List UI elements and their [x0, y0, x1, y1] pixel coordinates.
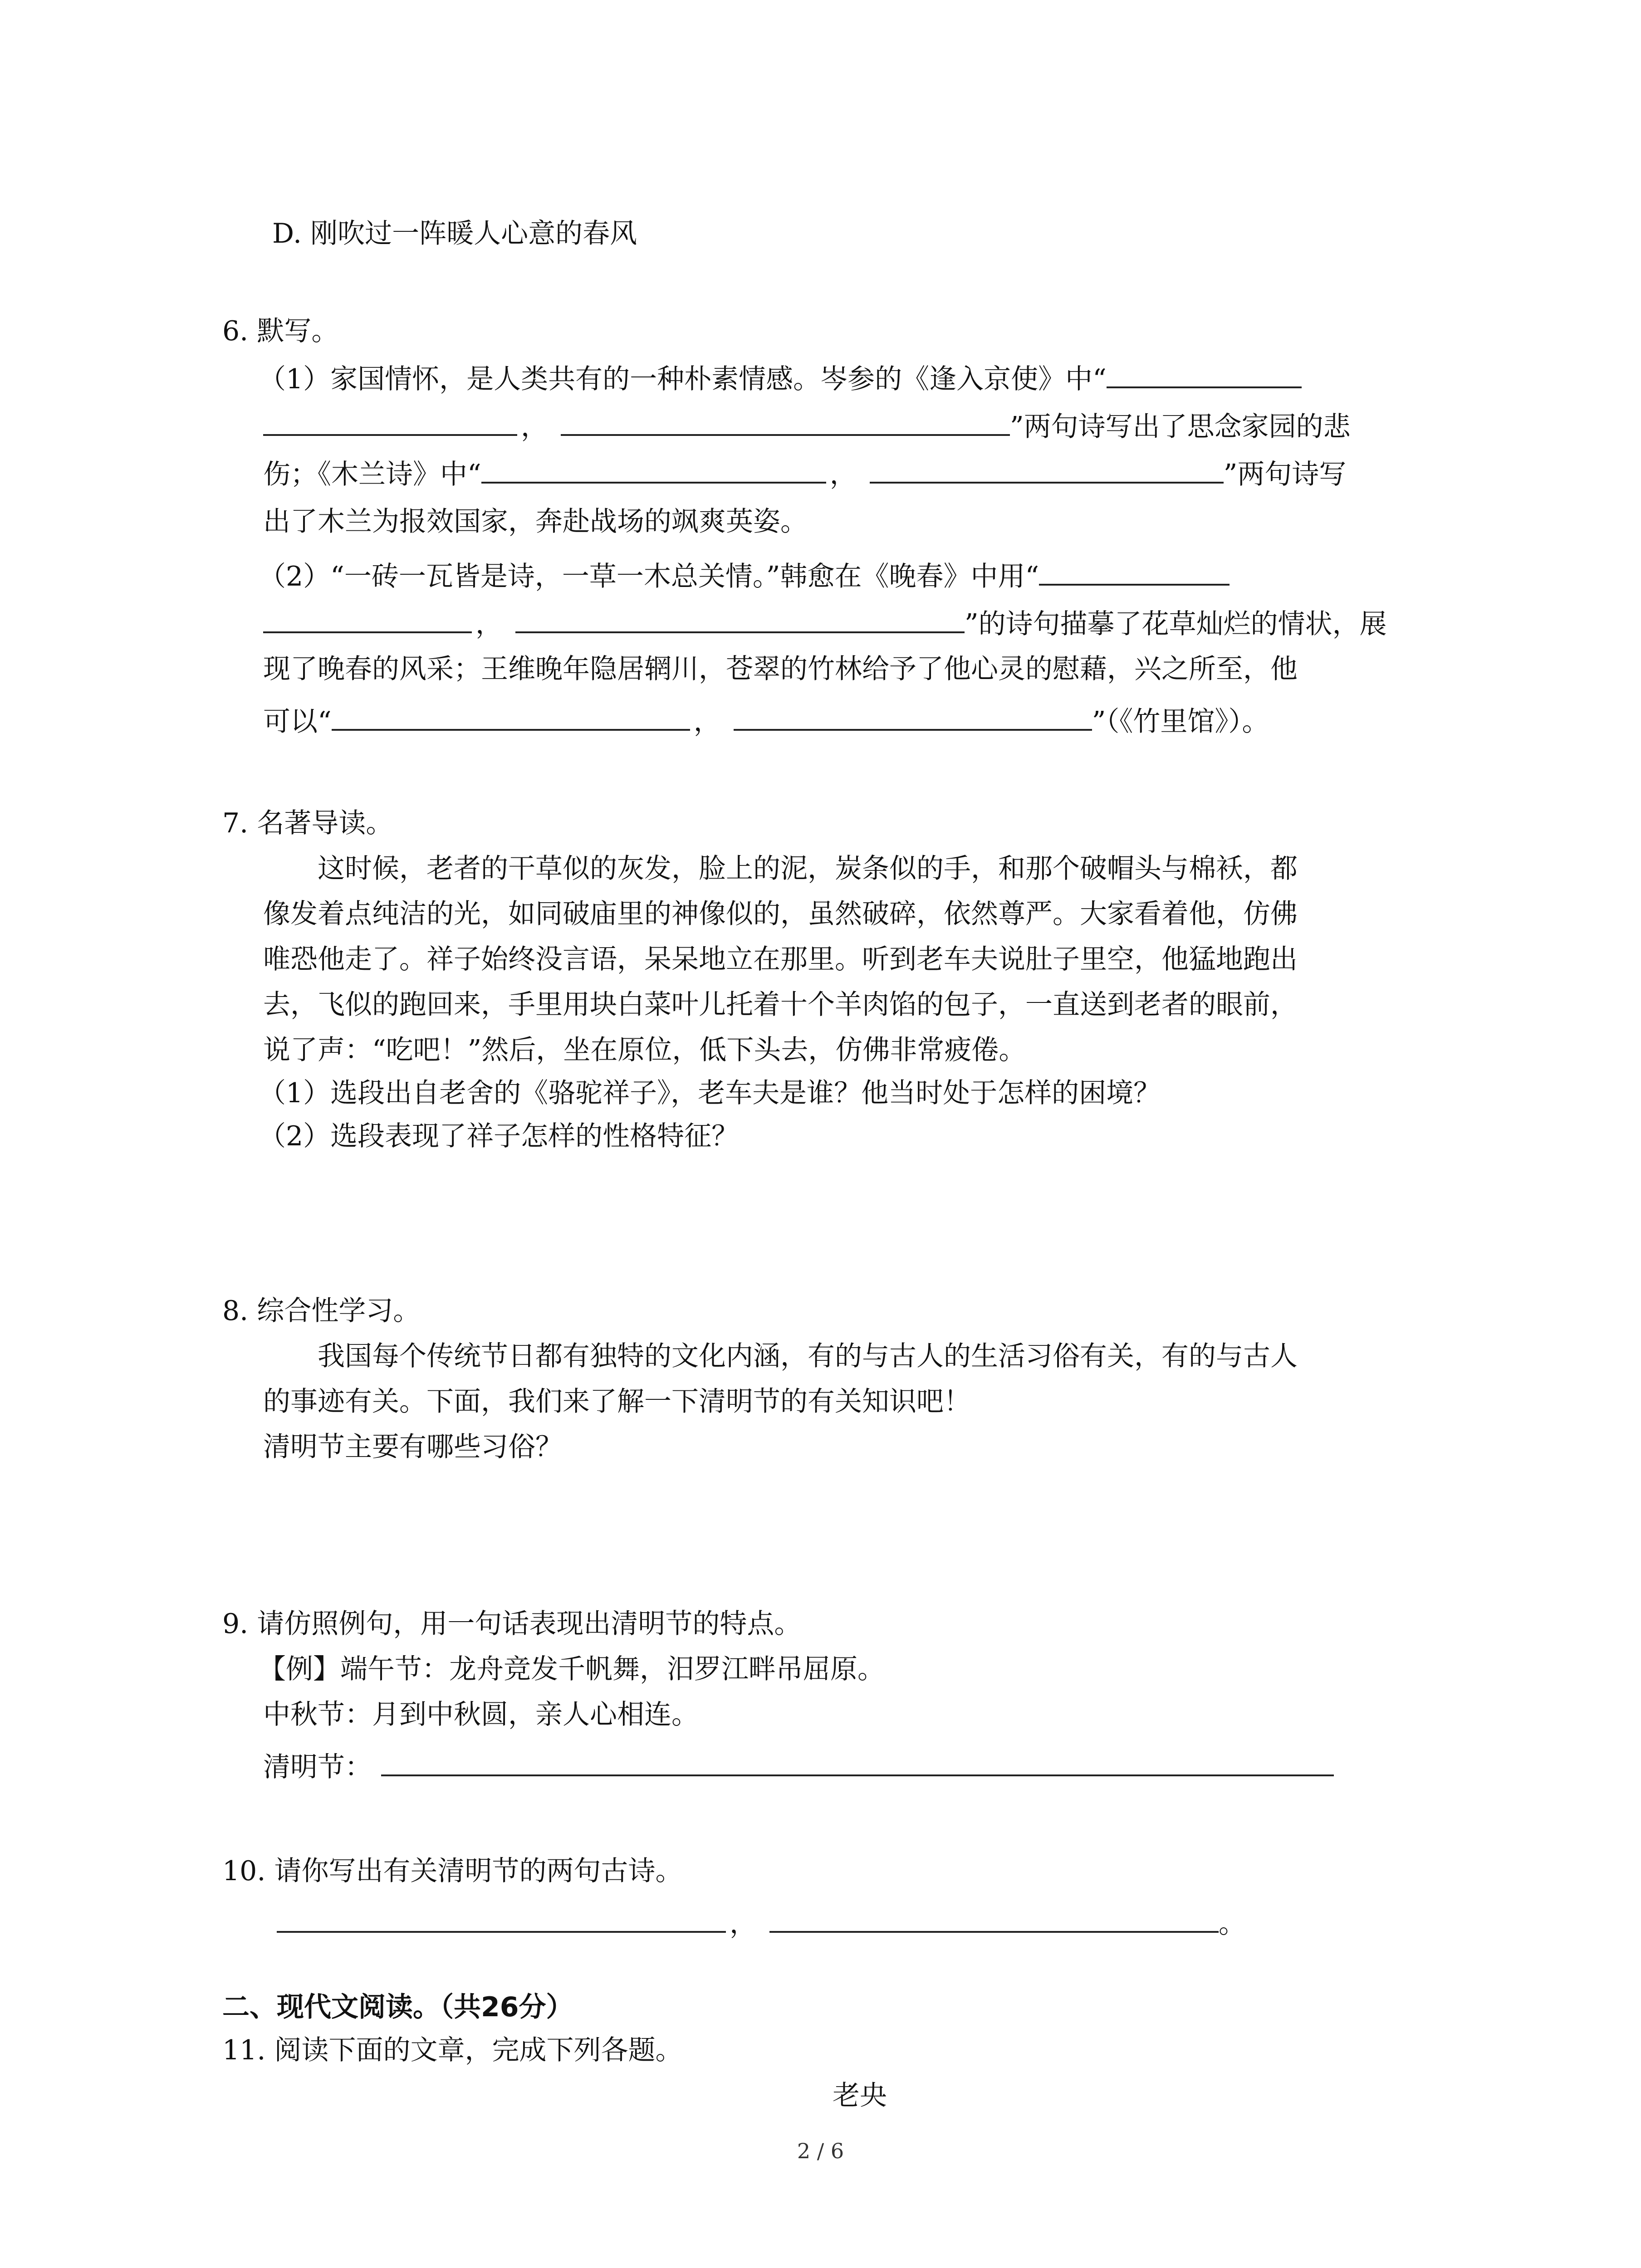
q9-qingming-label: 清明节： — [263, 1751, 372, 1783]
q6-part1-text: （1）家国情怀，是人类共有的一种朴素情感。岑参的《逢入京使》中“ — [259, 363, 1107, 395]
q7-passage-line: 去，飞似的跑回来，手里用块白菜叶儿托着十个羊肉馅的包子，一直送到老者的眼前， — [263, 989, 1298, 1021]
section-2-heading: 二、现代文阅读。（共26分） — [222, 1991, 573, 2023]
q11-title: 11. 阅读下面的文章，完成下列各题。 — [222, 2034, 683, 2066]
answer-blank[interactable] — [277, 1903, 726, 1933]
q6-part1-text: ”两句诗写 — [1223, 459, 1347, 490]
q6-part2-text: 可以“ — [263, 706, 332, 738]
q6-title: 6. 默写。 — [222, 315, 339, 347]
q6-part1-text: ”两句诗写出了思念家园的悲 — [1010, 411, 1351, 443]
q9-mid-autumn: 中秋节：月到中秋圆，亲人心相连。 — [263, 1699, 699, 1730]
q6-part2-line1 — [259, 556, 1230, 592]
answer-blank[interactable] — [1039, 556, 1230, 586]
q7-passage-line: 唯恐他走了。祥子始终没言语，呆呆地立在那里。听到老车夫说肚子里空，他猛地跑出 — [263, 943, 1298, 975]
q6-part1-line1 — [259, 358, 1302, 395]
comma: ， — [693, 706, 721, 738]
q9-title: 9. 请仿照例句，用一句话表现出清明节的特点。 — [222, 1608, 802, 1640]
q6-part2-line4 — [263, 701, 1269, 737]
answer-blank[interactable] — [481, 454, 826, 484]
answer-blank[interactable] — [769, 1903, 1219, 1933]
q10-answer-line — [277, 1903, 1246, 1939]
q7-passage-line: 这时候，老者的干草似的灰发，脸上的泥，炭条似的手，和那个破帽头与棉袄，都 — [318, 853, 1298, 885]
q6-part1-line4: 出了木兰为报效国家，奔赴战场的飒爽英姿。 — [263, 506, 808, 538]
q6-part2-text: ”（《竹里馆》）。 — [1092, 706, 1269, 738]
q6-part1-line2 — [263, 406, 1351, 442]
q6-part1-line3 — [263, 454, 1346, 490]
answer-blank[interactable] — [870, 454, 1224, 484]
q6-part1-text: 伤；《木兰诗》中“ — [263, 459, 481, 490]
answer-blank[interactable] — [263, 603, 472, 633]
answer-blank[interactable] — [381, 1746, 1334, 1776]
q5-option-d: D. 刚吹过一阵暖人心意的春风 — [272, 218, 637, 249]
answer-blank[interactable] — [1107, 358, 1302, 388]
q6-part2-line2 — [263, 603, 1387, 640]
answer-blank[interactable] — [734, 701, 1092, 731]
q7-passage-line: 像发着点纯洁的光，如同破庙里的神像似的，虽然破碎，依然尊严。大家看着他，仿佛 — [263, 898, 1298, 930]
q8-paragraph-line: 我国每个传统节日都有独特的文化内涵，有的与古人的生活习俗有关，有的与古人 — [318, 1340, 1298, 1372]
q7-passage-line: 说了声：“吃吧！”然后，坐在原位，低下头去，仿佛非常疲倦。 — [263, 1034, 1026, 1066]
page-number: 2 / 6 — [797, 2139, 844, 2163]
comma: ， — [521, 411, 548, 443]
period: 。 — [1219, 1908, 1246, 1940]
q9-example: 【例】端午节：龙舟竞发千帆舞，汨罗江畔吊屈原。 — [259, 1653, 885, 1685]
q7-title: 7. 名著导读。 — [222, 807, 393, 839]
q8-question: 清明节主要有哪些习俗？ — [263, 1431, 563, 1463]
comma: ， — [475, 608, 503, 640]
answer-blank[interactable] — [515, 603, 965, 633]
comma: ， — [829, 459, 857, 490]
q9-qingming-line — [263, 1746, 1334, 1783]
q6-part2-text: （2）“一砖一瓦皆是诗，一草一木总关情。”韩愈在《晚春》中用“ — [259, 561, 1039, 592]
q6-part2-text: ”的诗句描摹了花草灿烂的情状，展 — [965, 608, 1387, 640]
q7-subquestion-2: （2）选段表现了祥子怎样的性格特征？ — [259, 1120, 739, 1152]
article-title: 老央 — [833, 2080, 887, 2112]
answer-blank[interactable] — [263, 406, 517, 436]
answer-blank[interactable] — [561, 406, 1010, 436]
q8-title: 8. 综合性学习。 — [222, 1295, 421, 1327]
q8-paragraph-line: 的事迹有关。下面，我们来了解一下清明节的有关知识吧！ — [263, 1386, 971, 1418]
answer-blank[interactable] — [332, 701, 690, 731]
comma: ， — [730, 1908, 757, 1940]
q10-title: 10. 请你写出有关清明节的两句古诗。 — [222, 1855, 683, 1887]
q6-part2-line3: 现了晚春的风采；王维晚年隐居辋川，苍翠的竹林给予了他心灵的慰藉，兴之所至，他 — [263, 653, 1298, 685]
q7-subquestion-1: （1）选段出自老舍的《骆驼祥子》，老车夫是谁？他当时处于怎样的困境？ — [259, 1077, 1161, 1109]
